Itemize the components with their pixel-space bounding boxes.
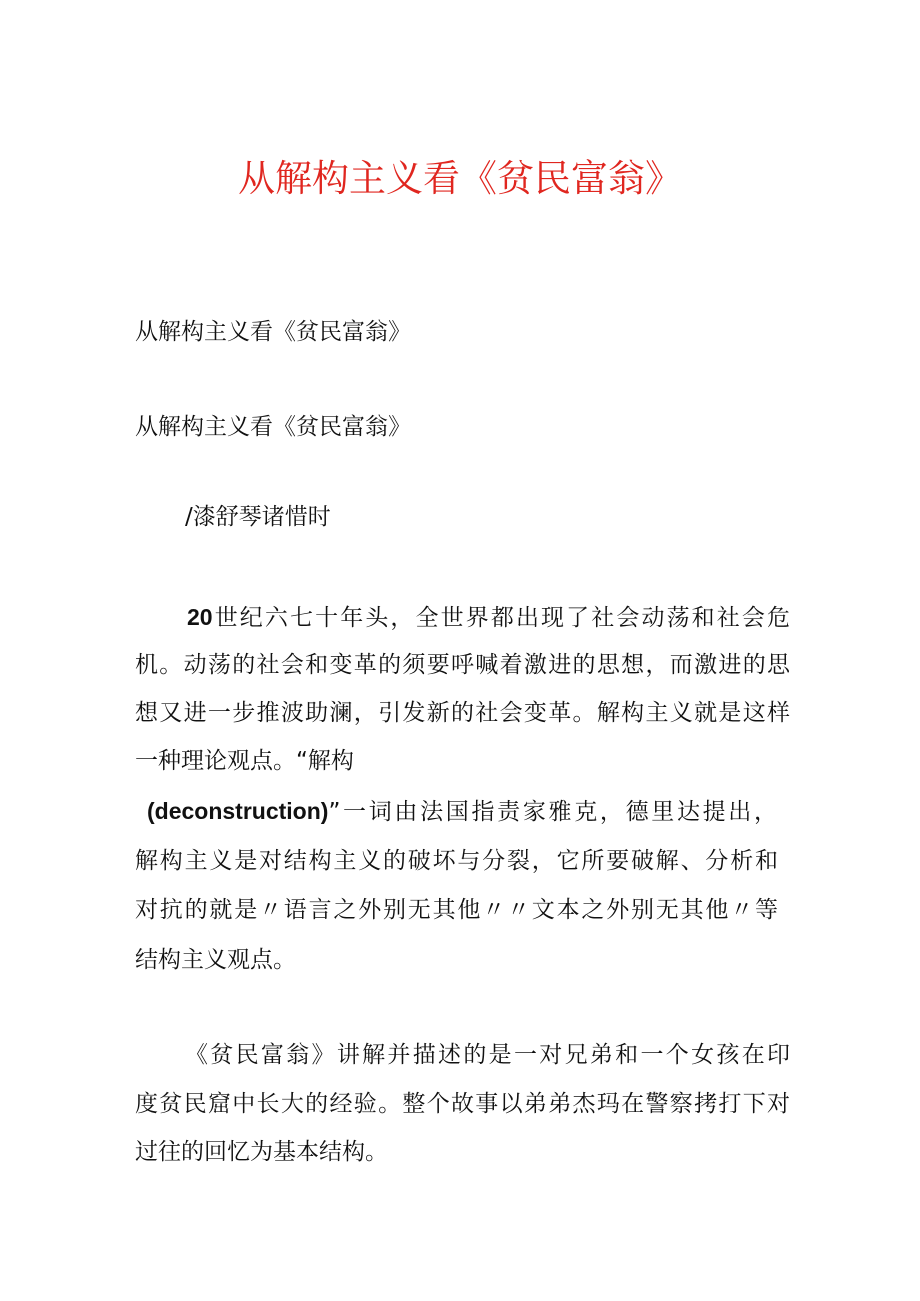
text-line: 过往的回忆为基本结构。 [135,1139,388,1165]
author-line: /漆舒琴诸惜时 [185,504,331,530]
text-line: 对抗的就是〃语言之外别无其他〃〃文本之外别无其他〃等 [135,897,778,923]
text-line [187,602,790,633]
subtitle: 从解构主义看《贫民富翁》 [135,414,411,440]
text-line: 机。动荡的社会和变革的须要呼喊着激进的思想，而激进的思 [135,652,790,678]
text-line: 想又进一步推波助澜，引发新的社会变革。解构主义就是这样 [135,700,790,726]
text-line [147,796,777,827]
document-title: 从解构主义看《贫民富翁》 [238,157,682,200]
text-line: 《贫民富翁》讲解并描述的是一对兄弟和一个女孩在印 [185,1042,790,1068]
text-span: 世纪六七十年头，全世界都出现了社会动荡和社会危 [212,605,790,631]
text-line: 度贫民窟中长大的经验。整个故事以弟弟杰玛在警察拷打下对 [135,1091,790,1117]
text-line: 解构主义是对结构主义的破坏与分裂，它所要破解、分析和 [135,848,778,874]
text-line: 一种理论观点。“解构 [135,748,354,774]
text-line: 结构主义观点。 [135,947,296,973]
subtitle: 从解构主义看《贫民富翁》 [135,319,411,345]
lead-number: 20 [187,604,213,630]
text-span: ”一词由法国指责家雅克，德里达提出， [328,799,777,825]
english-term: (deconstruction) [147,798,329,824]
